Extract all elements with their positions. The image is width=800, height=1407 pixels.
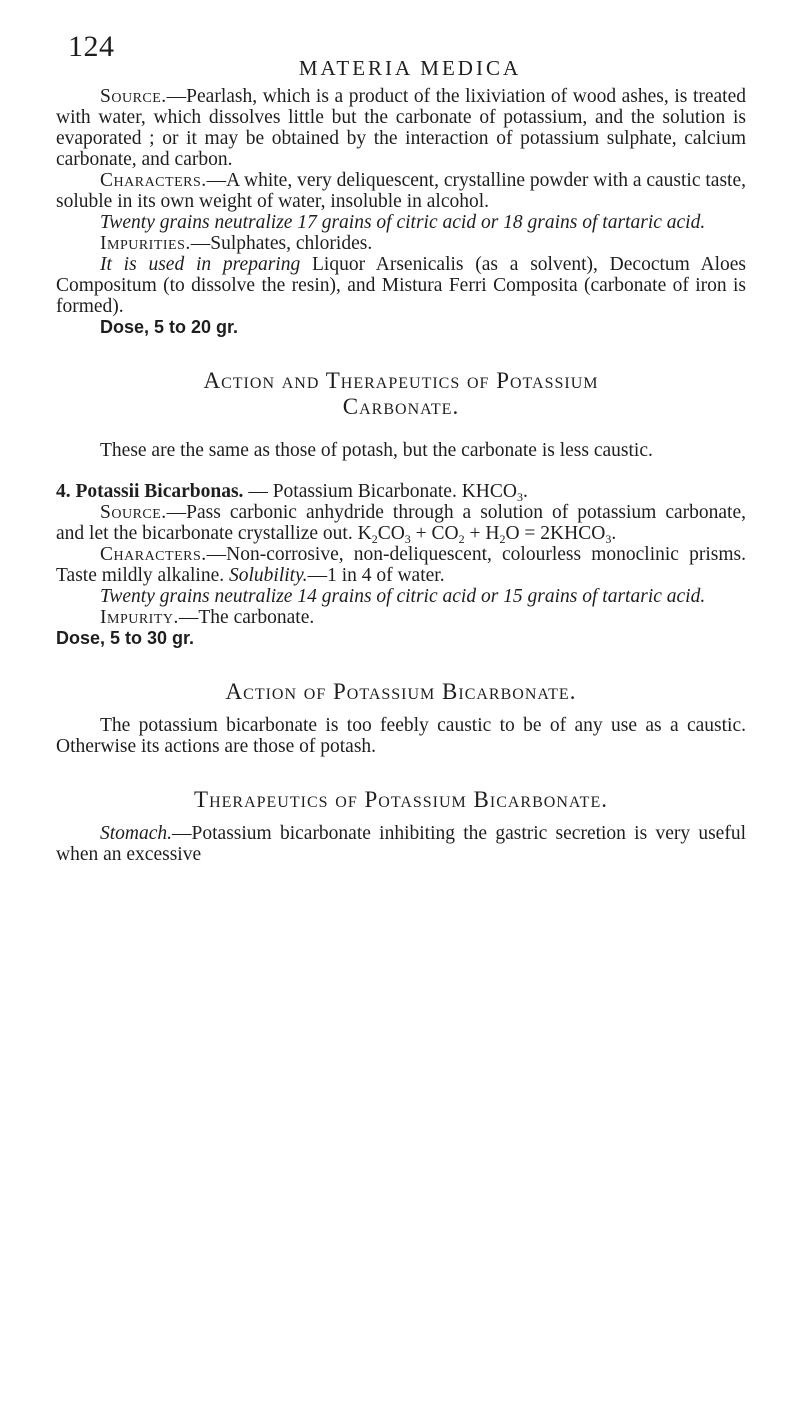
solubility-label: Solubility. (229, 565, 308, 586)
bicarbonate-source-paragraph (56, 502, 746, 544)
bicarbonate-characters-paragraph (56, 544, 746, 586)
impurities-text: —Sulphates, chlorides. (190, 233, 373, 254)
stomach-label: Stomach. (100, 823, 173, 844)
heading-therapeutics-bicarbonate: Therapeutics of Potassium Bicarbonate. (194, 787, 608, 812)
carbonate-uses-paragraph (56, 254, 746, 317)
characters-label: Characters. (100, 170, 207, 191)
bicarbonate-title-paragraph (56, 481, 746, 502)
bicarb-source-text: —Pass carbonic anhydride through a solution of potassium carbonate, and let the bicarbonate crystallize out. (56, 502, 746, 544)
bicarbonate-english-name: — Potassium Bicarbonate. (243, 481, 457, 502)
stomach-text: —Potassium bicarbonate inhibiting the gastric secretion is very useful when an excessive (56, 823, 746, 865)
used-text: Liquor Arsenicalis (as a solvent), Decoctum Aloes Compositum (to dissolve the resin), and Mistura Ferri Composita (carbonate of iron is formed). (56, 254, 747, 317)
heading-action-bicarbonate: Action of Potassium Bicarbonate. (225, 679, 577, 704)
bicarbonate-number: 4. (56, 481, 71, 502)
carbonate-neutralize-paragraph (56, 212, 746, 233)
heading-line-1: Action and Therapeutics of Potassium (203, 368, 599, 393)
carbonate-characters-paragraph (56, 170, 746, 212)
bicarbonate-latin-name: Potassii Bicarbonas. (75, 481, 244, 502)
carbonate-dose-paragraph (56, 317, 746, 338)
bicarb-neutralize-text: Twenty grains neutralize 14 grains of citric acid or 15 grains of tartaric acid. (100, 586, 706, 607)
bicarbonate-impurity-paragraph (56, 607, 746, 628)
source-label: Source. (100, 86, 167, 107)
impurities-label: Impurities. (100, 233, 191, 254)
stomach-paragraph (56, 823, 746, 865)
bicarb-characters-label: Characters. (100, 544, 207, 565)
carbonate-impurities-paragraph (56, 233, 746, 254)
bicarbonate-dose: Dose, 5 to 30 gr. (56, 628, 195, 648)
characters-text: —A white, very deliquescent, crystalline powder with a caustic taste, soluble in its own weight of water, insoluble in alcohol. (56, 170, 746, 212)
heading-action-therapeutics-carbonate (56, 368, 746, 420)
bicarb-impurity-label: Impurity. (100, 607, 179, 628)
bicarbonate-formula: $KHCO_3$. (461, 481, 528, 504)
bicarb-characters-text: —Non-corrosive, non-deliquescent, colourless monoclinic prisms. Taste mildly alkaline. (56, 544, 746, 586)
page-body (56, 86, 746, 865)
solubility-text: —1 in 4 of water. (307, 565, 445, 586)
carbonate-action-paragraph: These are the same as those of potash, but the carbonate is less caustic. (100, 440, 653, 461)
page-number: 124 (68, 30, 115, 63)
running-head: MATERIA MEDICA (298, 56, 522, 80)
source-text: —Pearlash, which is a product of the lixiviation of wood ashes, is treated with water, which dissolves little but the carbonate of potassium, and the solution is evaporated ; or it may be obtained by the interaction of potassium sulphate, calcium carbonate, and carbon. (56, 86, 746, 170)
heading-line-2: Carbonate. (342, 394, 460, 419)
used-intro: It is used in preparing (100, 254, 301, 275)
bicarb-impurity-text: —The carbonate. (178, 607, 315, 628)
bicarbonate-neutralize-paragraph (56, 586, 746, 607)
carbonate-source-paragraph (56, 86, 746, 170)
bicarbonate-dose-paragraph (56, 628, 746, 649)
bicarb-source-label: Source. (100, 502, 167, 523)
carbonate-dose: Dose, 5 to 20 gr. (100, 317, 239, 337)
bicarbonate-equation: $K_2CO_3 + CO_2 + H_2O$ = $2KHCO_3$. (357, 523, 617, 546)
neutralize-text: Twenty grains neutralize 17 grains of citric acid or 18 grains of tartaric acid. (100, 212, 706, 233)
bicarbonate-action-paragraph: The potassium bicarbonate is too feebly caustic to be of any use as a caustic. Otherwise its actions are those of potash. (56, 715, 746, 757)
